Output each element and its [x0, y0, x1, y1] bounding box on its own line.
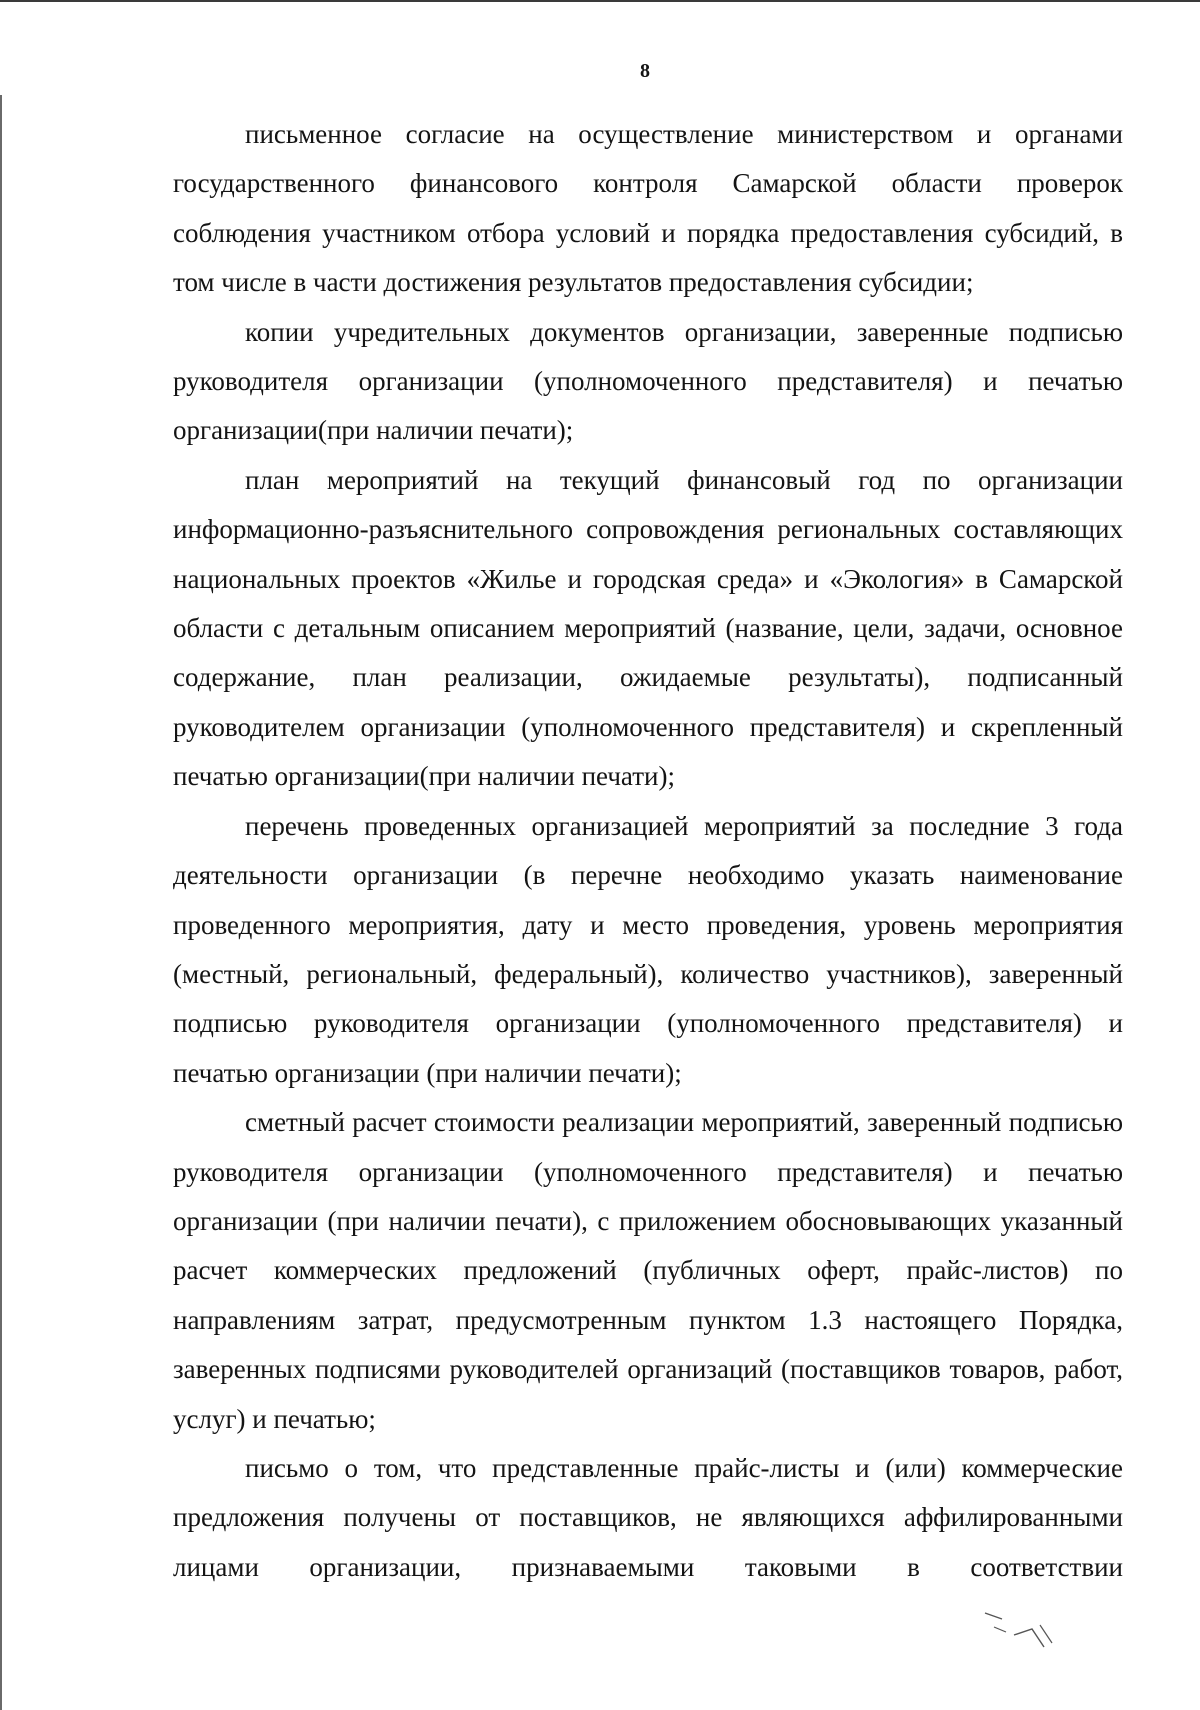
document-body: [173, 110, 1123, 1592]
paragraph-founding-documents: копии учредительных документов организации, заверенные подписью руководителя организации (уполномоченного представителя) и печатью организации(при наличии печати);: [173, 316, 1123, 446]
scan-edge-left: [0, 95, 2, 1710]
paragraph-supplier-letter: письмо о том, что представленные прайс-листы и (или) коммерческие предложения получены от поставщиков, не являющихся аффилированными лицами организации, признаваемыми таковыми в соответствии: [173, 1452, 1123, 1582]
paragraph-written-consent: письменное согласие на осуществление министерством и органами государственного финансового контроля Самарской области проверок соблюдения участником отбора условий и порядка предоставления субсидий, в том числе в части достижения результатов предоставления субсидии;: [173, 119, 1123, 298]
paragraph-event-plan: план мероприятий на текущий финансовый год по организации информационно-разъяснительного сопровождения региональных составляющих национальных проектов «Жилье и городская среда» и «Экология» в Самарской области с детальным описанием мероприятий (название, цели, задачи, основное содержание, план реализации, ожидаемые результаты), подписанный руководителем организации (уполномоченного представителя) и скрепленный печатью организации(при наличии печати);: [173, 464, 1123, 792]
paragraph-cost-estimate: сметный расчет стоимости реализации мероприятий, заверенный подписью руководителя организации (уполномоченного представителя) и печатью организации (при наличии печати), с приложением обосновывающих указанный расчет коммерческих предложений (публичных оферт, прайс-листов) по направлениям затрат, предусмотренным пунктом 1.3 настоящего Порядка, заверенных подписями руководителей организаций (поставщиков товаров, работ, услуг) и печатью;: [173, 1107, 1123, 1434]
page-number: 8: [640, 60, 650, 82]
scan-edge-top: [0, 0, 1200, 2]
pen-marks-icon: [980, 1605, 1070, 1655]
paragraph-events-list: перечень проведенных организацией мероприятий за последние 3 года деятельности организации (в перечне необходимо указать наименование проведенного мероприятия, дату и место проведения, уровень мероприятия (местный, региональный, федеральный), количество участников), заверенный подписью руководителя организации (уполномоченного представителя) и печатью организации (при наличии печати);: [173, 810, 1123, 1088]
